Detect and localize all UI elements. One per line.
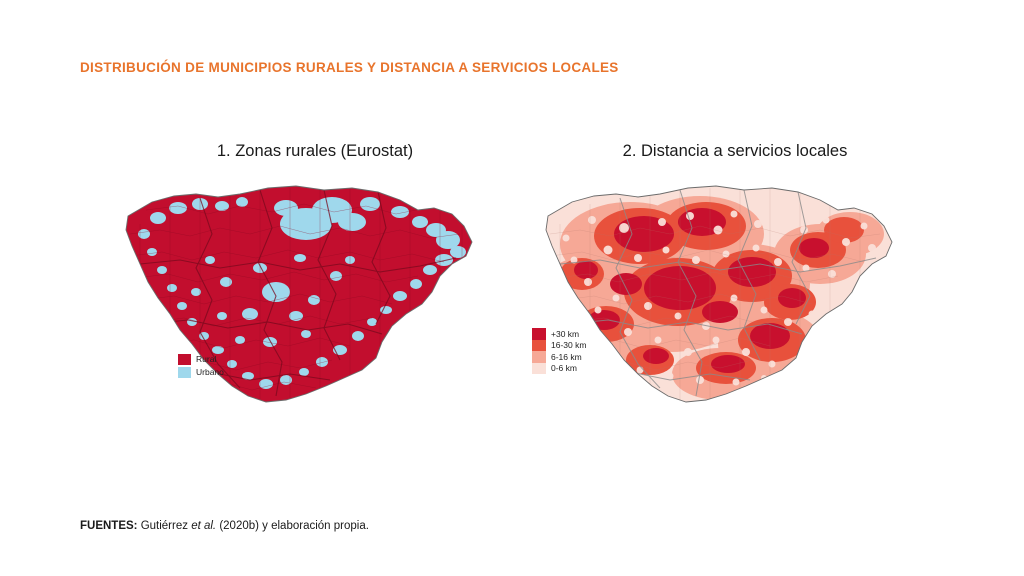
legend-item-16-30 <box>532 340 586 352</box>
legend-item-30plus <box>532 328 586 340</box>
map-figure-rural <box>100 164 530 464</box>
legend-swatch-urbano <box>178 367 191 378</box>
legend-swatch-16-30 <box>532 340 546 352</box>
sources-text-after: (2020b) y elaboración propia. <box>216 520 369 532</box>
legend-label-rural: Rural <box>196 354 217 365</box>
legend-item-rural <box>178 354 224 365</box>
page-title: DISTRIBUCIÓN DE MUNICIPIOS RURALES Y DISTANCIA A SERVICIOS LOCALES <box>80 60 619 75</box>
sources-italic: et al. <box>191 520 217 532</box>
spain-outline-distance <box>520 164 950 464</box>
legend-distance <box>532 328 586 374</box>
map-caption-rural: 1. Zonas rurales (Eurostat) <box>216 142 414 160</box>
legend-label-16-30: 16-30 km <box>551 340 587 351</box>
spain-outline-rural <box>100 164 530 464</box>
legend-swatch-0-6 <box>532 363 546 375</box>
legend-item-0-6 <box>532 363 586 375</box>
map-caption-distance: 2. Distancia a servicios locales <box>622 142 848 160</box>
map-figure-distance <box>520 164 950 464</box>
sources-note <box>80 520 369 532</box>
legend-label-0-6: 0-6 km <box>551 363 577 374</box>
maps-row <box>80 130 960 470</box>
legend-label-30plus: +30 km <box>551 328 580 339</box>
legend-label-urbano: Urbano <box>196 367 224 378</box>
sources-text-before: Gutiérrez <box>137 520 192 532</box>
legend-rural <box>178 354 224 380</box>
legend-item-urbano <box>178 367 224 378</box>
map-panel-distance <box>520 130 950 470</box>
legend-item-6-16 <box>532 351 586 363</box>
legend-swatch-rural <box>178 354 191 365</box>
map-panel-rural <box>100 130 530 470</box>
legend-swatch-6-16 <box>532 351 546 363</box>
sources-label: FUENTES: <box>80 520 138 532</box>
legend-label-6-16: 6-16 km <box>551 351 582 362</box>
legend-swatch-30plus <box>532 328 546 340</box>
